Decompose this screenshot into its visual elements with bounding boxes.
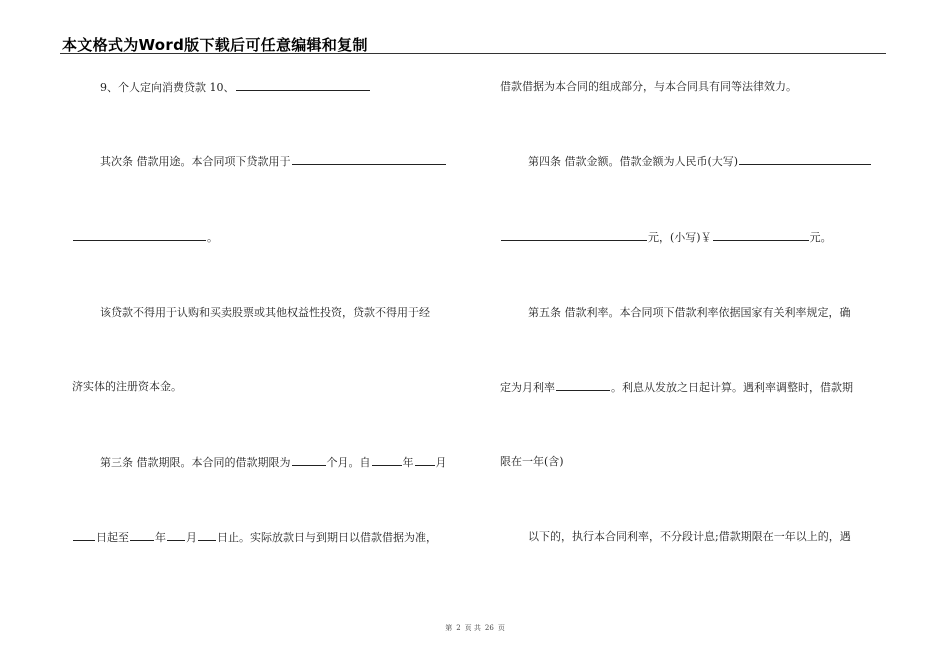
right-para-2 (500, 154, 872, 169)
left-para-7 (72, 530, 437, 545)
right-para-5-text-b: 。利息从发放之日起计算。遇利率调整时，借款期 (611, 381, 853, 394)
blank-line (167, 530, 185, 541)
left-para-5-text: 济实体的注册资本金。 (72, 380, 182, 393)
blank-line (415, 455, 435, 466)
blank-line (739, 154, 871, 165)
left-para-5 (72, 380, 182, 394)
blank-line (73, 230, 206, 241)
left-para-6-text-a: 第三条 借款期限。本合同的借款期限为 (100, 456, 291, 469)
footer-page-total: 26 (484, 624, 494, 632)
right-para-6 (500, 455, 564, 469)
blank-line (713, 230, 809, 241)
right-para-3 (500, 230, 832, 245)
left-para-3-text: 。 (207, 231, 218, 244)
blank-line (372, 455, 402, 466)
left-para-7-text-c: 月 (186, 531, 197, 544)
blank-line (236, 80, 370, 91)
right-para-4 (500, 306, 851, 320)
left-para-6 (72, 455, 447, 470)
blank-line (556, 380, 610, 391)
left-para-2 (72, 154, 447, 169)
blank-line (198, 530, 216, 541)
left-para-7-text-d: 日止。实际放款日与到期日以借款借据为准， (217, 531, 437, 544)
right-para-3-text-a: 元，(小写)￥ (648, 231, 712, 244)
blank-line (130, 530, 154, 541)
right-para-2-text: 第四条 借款金额。借款金额为人民币(大写) (528, 155, 739, 168)
right-para-1-text: 借款借据为本合同的组成部分，与本合同具有同等法律效力。 (500, 80, 797, 93)
right-para-7-text: 以下的，执行本合同利率，不分段计息;借款期限在一年以上的，遇 (528, 530, 851, 543)
left-para-4 (72, 306, 430, 320)
right-para-5-text-a: 定为月利率 (500, 381, 555, 394)
left-para-7-text-b: 年 (155, 531, 166, 544)
left-para-7-text-a: 日起至 (96, 531, 129, 544)
document-header-title: 本文格式为Word版下载后可任意编辑和复制 (62, 36, 368, 54)
left-para-3 (72, 230, 218, 245)
blank-line (292, 154, 446, 165)
left-para-4-text: 该贷款不得用于认购和买卖股票或其他权益性投资，贷款不得用于经 (100, 306, 430, 319)
page-footer (0, 623, 950, 633)
blank-line (292, 455, 326, 466)
footer-suffix: 页 (497, 624, 505, 632)
footer-page-number: 2 (456, 624, 461, 632)
left-para-6-text-d: 月 (435, 456, 447, 469)
right-para-5 (500, 380, 853, 395)
right-para-6-text: 限在一年(含) (500, 455, 564, 468)
right-para-4-text: 第五条 借款利率。本合同项下借款利率依据国家有关利率规定，确 (528, 306, 851, 319)
left-para-2-text: 其次条 借款用途。本合同项下贷款用于 (100, 155, 291, 168)
left-para-6-text-b: 个月。自 (326, 456, 371, 469)
blank-line (501, 230, 647, 241)
right-para-7 (500, 530, 851, 544)
right-para-3-text-b: 元。 (809, 231, 832, 244)
footer-prefix: 第 (445, 624, 453, 632)
header-rule (60, 53, 886, 54)
right-para-1 (500, 80, 797, 94)
footer-mid: 页 共 (464, 624, 481, 632)
left-para-6-text-c: 年 (402, 456, 414, 469)
left-para-1 (72, 80, 371, 95)
left-para-1-text: 9、个人定向消费贷款 10、 (100, 81, 235, 94)
blank-line (73, 530, 95, 541)
